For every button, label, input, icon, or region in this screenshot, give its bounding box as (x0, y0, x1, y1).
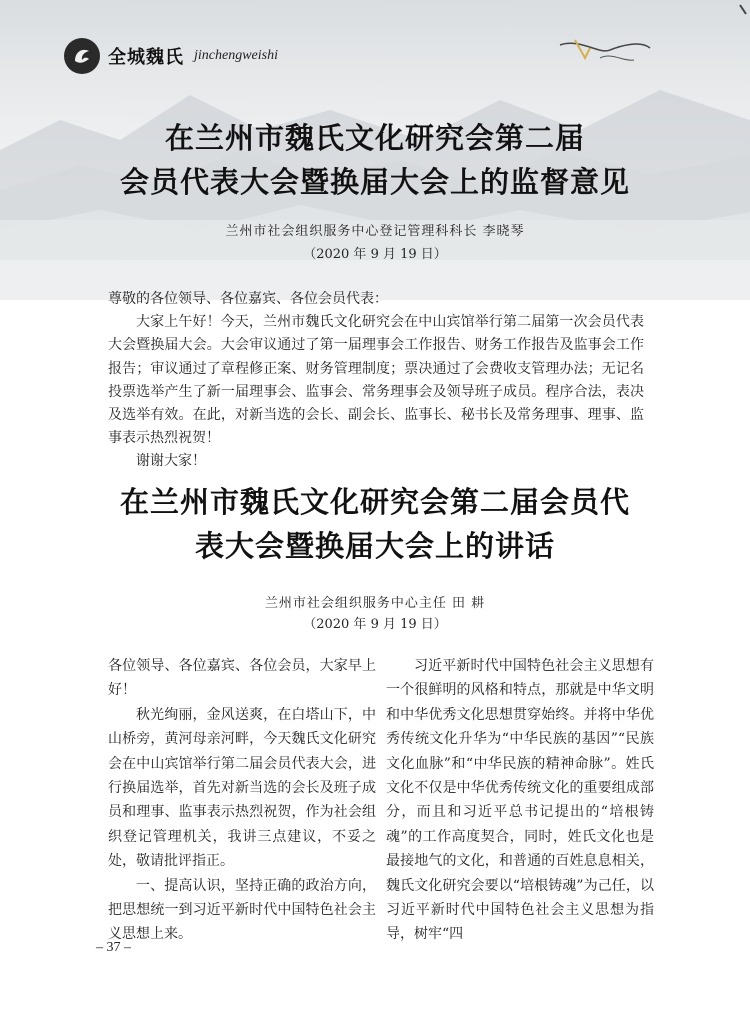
article2-paragraph: 秋光绚丽，金风送爽，在白塔山下，中山桥旁，黄河母亲河畔，今天魏氏文化研究会在中山宾馆举行第二届会员代表大会，进行换届选举，首先对新当选的会长及班子成员和理事、监事表示热烈祝贺，作为社会组织登记管理机关，我讲三点建议，不妥之处，敬请批评指正。 (108, 706, 376, 870)
logo-seal-icon (64, 38, 100, 74)
article1-paragraph: 大家上午好！今天，兰州市魏氏文化研究会在中山宾馆举行第二届第一次会员代表大会暨换届大会。大会审议通过了第一届理事会工作报告、财务工作报告及监事会工作报告；审议通过了章程修正案、财务管理制度；票决通过了会费收支管理办法；无记名投票选举产生了新一届理事会、监事会、常务理事会及领导班子成员。程序合法，表决及选举有效。在此，对新当选的会长、副会长、监事长、秘书长及常务理事、理事、监事表示热烈祝贺！ (108, 314, 644, 447)
journal-header (64, 36, 278, 76)
article2-salutation: 各位领导、各位嘉宾、各位会员，大家早上好！ (108, 658, 376, 699)
article2-byline: 兰州市社会组织服务中心主任 田 耕 (264, 596, 486, 611)
article2-right-column (386, 654, 654, 947)
article2-left-column (108, 654, 376, 947)
article2-title-line2: 表大会暨换届大会上的讲话 (194, 529, 555, 563)
article2-date: （2020 年 9 月 19 日） (303, 617, 447, 632)
logo-roman-text: jinchengweishi (194, 48, 278, 63)
article1-title (0, 116, 750, 204)
article2-paragraph: 一、提高认识，坚持正确的政治方向，把思想统一到习近平新时代中国特色社会主义思想上来。 (108, 877, 376, 943)
article1-body (108, 288, 644, 474)
article2-title-line1: 在兰州市魏氏文化研究会第二届会员代 (119, 485, 630, 519)
article1-byline: 兰州市社会组织服务中心登记管理科科长 李晓琴 (225, 224, 525, 239)
article2-title (0, 480, 750, 568)
article1-salutation: 尊敬的各位领导、各位嘉宾、各位会员代表： (108, 291, 388, 307)
logo-text: 全城魏氏 (108, 47, 184, 68)
article2-paragraph: 习近平新时代中国特色社会主义思想有一个很鲜明的风格和特点，那就是中华文明和中华优秀文化思想贯穿始终。并将中华优秀传统文化升华为“中华民族的基因”“民族文化血脉”和“中华民族的精神命脉”。姓氏文化不仅是中华优秀传统文化的重要组成部分，而且和习近平总书记提出的“培根铸魂”的工作高度契合，同时，姓氏文化也是最接地气的文化，和普通的百姓息息相关，魏氏文化研究会要以“培根铸魂”为己任，以习近平新时代中国特色社会主义思想为指导，树牢“四 (386, 658, 654, 943)
article1-date: （2020 年 9 月 19 日） (303, 247, 447, 262)
article1-title-line1: 在兰州市魏氏文化研究会第二届 (164, 121, 585, 155)
article1-title-line2: 会员代表大会暨换届大会上的监督意见 (119, 165, 630, 199)
article1-closing: 谢谢大家！ (136, 453, 206, 470)
page-number: – 37 – (96, 940, 131, 955)
